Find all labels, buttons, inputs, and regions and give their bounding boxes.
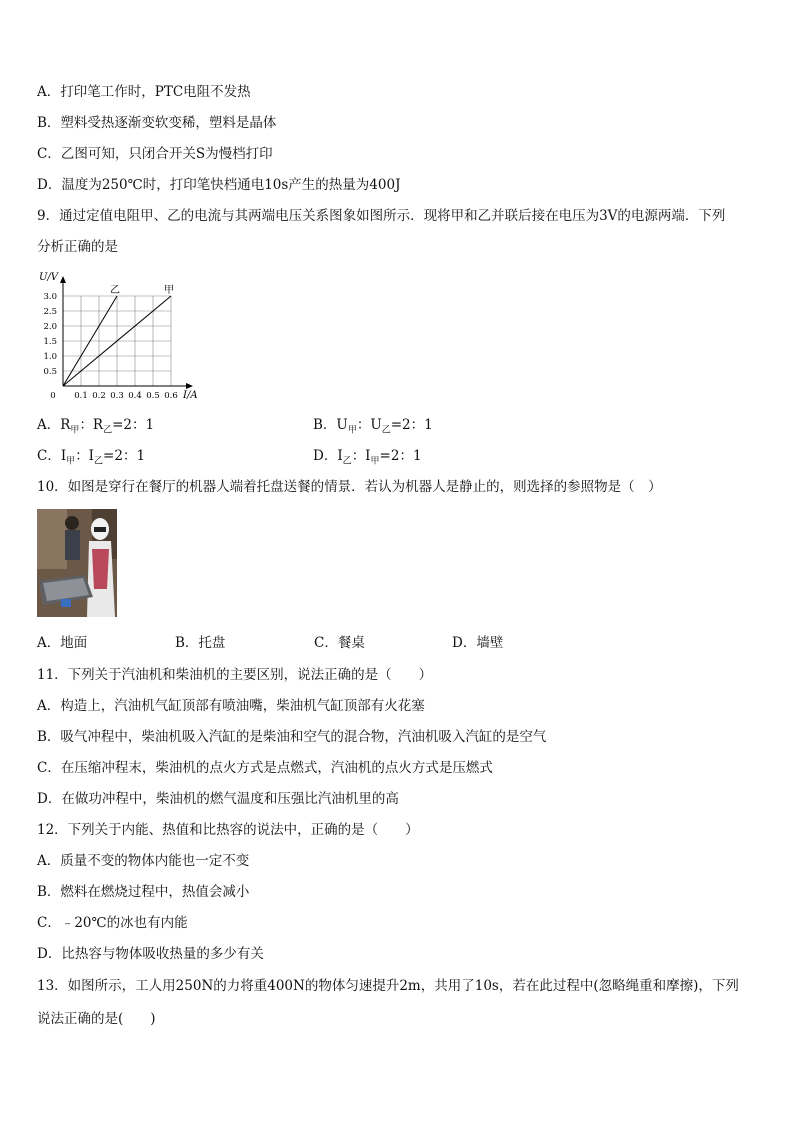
q9-ui-chart bbox=[36, 268, 206, 404]
q12-option-c: C．﹣20℃的冰也有内能 bbox=[37, 915, 188, 931]
q12-option-a: A．质量不变的物体内能也一定不变 bbox=[37, 853, 250, 869]
q10-option-b: B．托盘 bbox=[175, 635, 226, 651]
q11-option-d: D．在做功冲程中，柴油机的燃气温度和压强比汽油机里的高 bbox=[37, 791, 399, 807]
q9-option-d: D．$I_乙$：$I_甲=2$：1 bbox=[313, 448, 422, 467]
q10-option-a: A．地面 bbox=[37, 635, 88, 651]
q11-option-b: B．吸气冲程中，柴油机吸入汽缸的是柴油和空气的混合物，汽油机吸入汽缸的是空气 bbox=[37, 729, 547, 745]
x-tick-label-2: 0.3 bbox=[110, 391, 124, 401]
y-tick-label-0: 0.5 bbox=[43, 367, 57, 377]
q10-stem: 10．如图是穿行在餐厅的机器人端着托盘送餐的情景．若认为机器人是静止的，则选择的参照物是（ ） bbox=[37, 479, 662, 495]
q9-option-b: B．$U_甲$：$U_乙=2$：1 bbox=[313, 417, 433, 436]
series-label-1: 甲 bbox=[164, 285, 174, 296]
q8-option-b: B．塑料受热逐渐变软变稀，塑料是晶体 bbox=[37, 115, 277, 131]
robot-waiter-photo bbox=[37, 509, 117, 617]
x-tick-label-1: 0.2 bbox=[92, 391, 106, 401]
q8-option-c: C．乙图可知，只闭合开关S为慢档打印 bbox=[37, 146, 273, 162]
series-label-0: 乙 bbox=[110, 285, 120, 296]
y-tick-label-2: 1.5 bbox=[43, 337, 57, 347]
q12-option-b: B．燃料在燃烧过程中，热值会减小 bbox=[37, 884, 250, 900]
q11-option-a: A．构造上，汽油机气缸顶部有喷油嘴，柴油机气缸顶部有火花塞 bbox=[37, 698, 425, 714]
q11-stem: 11．下列关于汽油机和柴油机的主要区别，说法正确的是（ ） bbox=[37, 667, 433, 683]
q10-option-d: D．墙壁 bbox=[452, 635, 504, 651]
q8-option-a: A．打印笔工作时，PTC电阻不发热 bbox=[37, 84, 251, 100]
q12-option-d: D．比热容与物体吸收热量的多少有关 bbox=[37, 946, 264, 962]
origin-label: 0 bbox=[50, 391, 56, 401]
q10-options bbox=[37, 634, 757, 652]
q10-option-c: C．餐桌 bbox=[314, 635, 365, 651]
x-tick-label-4: 0.5 bbox=[146, 391, 160, 401]
q9-stem-line1: 9．通过定值电阻甲、乙的电流与其两端电压关系图象如图所示．现将甲和乙并联后接在电压为3V的电源两端．下列 bbox=[37, 208, 726, 224]
x-tick-label-5: 0.6 bbox=[164, 391, 178, 401]
x-axis-arrow bbox=[186, 383, 193, 389]
q9-option-c: C．$I_甲$：$I_乙=2$：1 bbox=[37, 448, 146, 467]
q12-stem: 12．下列关于内能、热值和比热容的说法中，正确的是（ ） bbox=[37, 822, 419, 838]
y-tick-label-1: 1.0 bbox=[43, 352, 57, 362]
q9-option-a: A．$R_甲$：$R_乙=2$：1 bbox=[37, 417, 155, 436]
q9-options-row2 bbox=[37, 447, 757, 465]
x-axis-label: I/A bbox=[183, 390, 198, 401]
q9-stem-line2: 分析正确的是 bbox=[37, 239, 118, 255]
x-tick-label-3: 0.4 bbox=[128, 391, 142, 401]
y-tick-label-3: 2.0 bbox=[43, 322, 57, 332]
y-tick-label-5: 3.0 bbox=[43, 292, 57, 302]
y-tick-label-4: 2.5 bbox=[43, 307, 57, 317]
q8-option-d: D．温度为250℃时，打印笔快档通电10s产生的热量为400J bbox=[37, 177, 401, 193]
y-axis-arrow bbox=[60, 276, 66, 283]
q13-stem-line2: 说法正确的是( ) bbox=[37, 1011, 156, 1027]
q9-options-row1 bbox=[37, 416, 757, 434]
x-tick-label-0: 0.1 bbox=[74, 391, 88, 401]
y-axis-label: U/V bbox=[39, 272, 59, 283]
q11-option-c: C．在压缩冲程末，柴油机的点火方式是点燃式，汽油机的点火方式是压燃式 bbox=[37, 760, 493, 776]
q13-stem-line1: 13．如图所示，工人用250N的力将重400N的物体匀速提升2m，共用了10s，若在此过程中(忽略绳重和摩擦)，下列 bbox=[37, 978, 739, 994]
